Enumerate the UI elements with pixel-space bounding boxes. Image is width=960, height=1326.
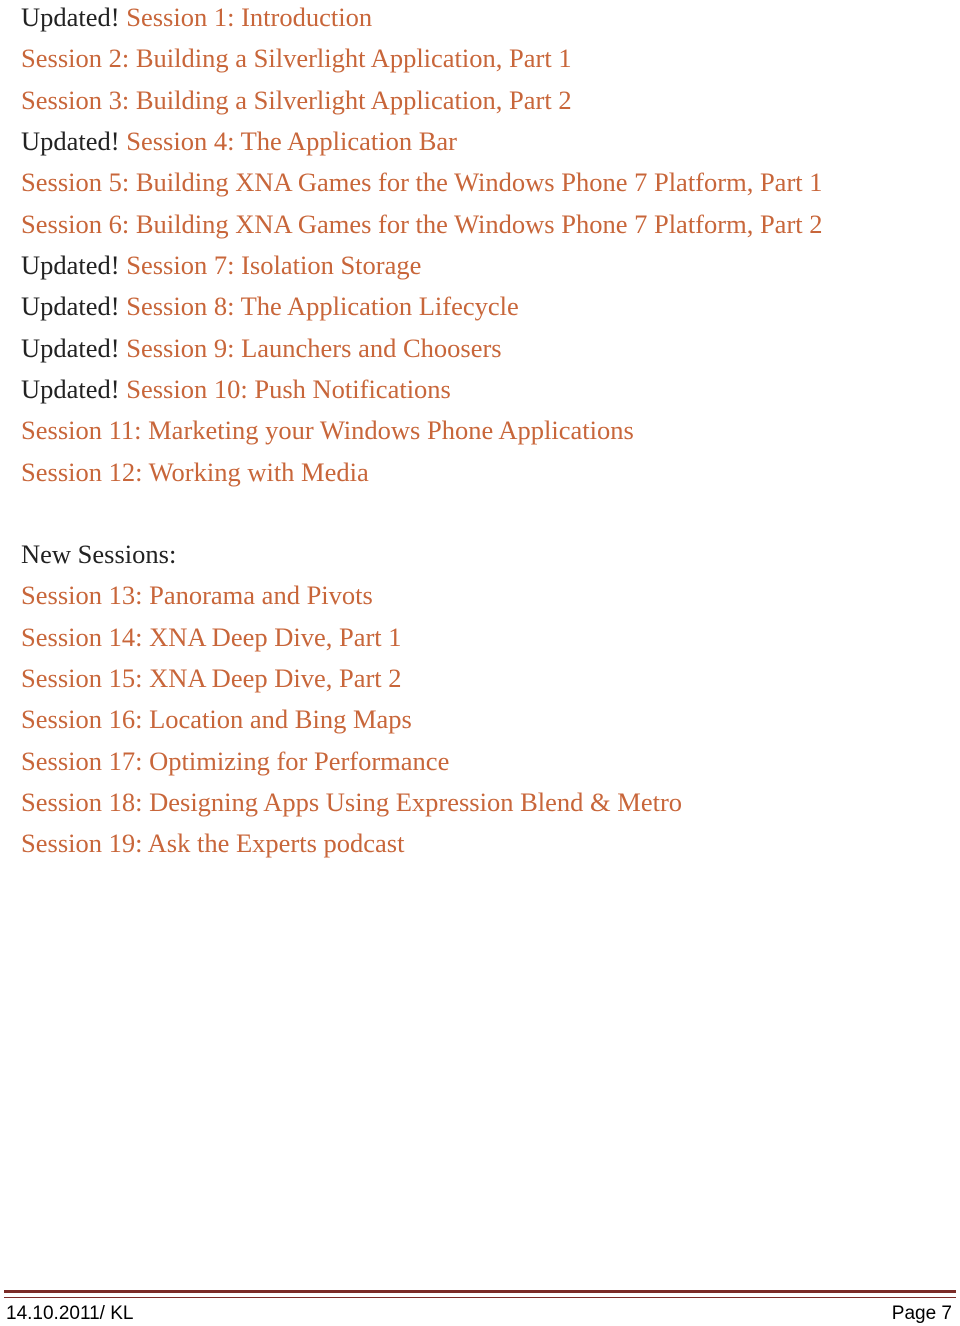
list-item [21, 661, 682, 702]
session-link[interactable]: Session 9: Launchers and Choosers [126, 332, 502, 363]
session-link[interactable]: Session 4: The Application Bar [126, 126, 457, 157]
footer-date-author: 14.10.2011/ KL [6, 1303, 134, 1324]
session-link[interactable]: Session 14: XNA Deep Dive, Part 1 [21, 621, 402, 652]
updated-label: Updated! [21, 126, 120, 157]
list-item [21, 0, 823, 41]
session-link[interactable]: Session 11: Marketing your Windows Phone Applications [21, 415, 634, 446]
list-item [21, 248, 823, 289]
new-sessions-heading: New Sessions: [21, 539, 177, 569]
list-item [21, 331, 823, 372]
session-link[interactable]: Session 16: Location and Bing Maps [21, 704, 412, 735]
session-link[interactable]: Session 1: Introduction [126, 2, 373, 32]
updated-label: Updated! [21, 250, 120, 281]
list-item [21, 207, 823, 248]
list-item [21, 83, 823, 124]
list-item [21, 289, 823, 330]
footer-divider [4, 1290, 956, 1298]
list-item [21, 620, 682, 661]
new-sessions-list [21, 537, 682, 868]
updated-label: Updated! [21, 291, 120, 322]
session-link[interactable]: Session 15: XNA Deep Dive, Part 2 [21, 663, 402, 694]
session-link[interactable]: Session 18: Designing Apps Using Expression Blend & Metro [21, 787, 683, 818]
footer-page-number: Page 7 [891, 1303, 952, 1324]
session-link[interactable]: Session 3: Building a Silverlight Application, Part 2 [21, 84, 572, 115]
list-item [21, 372, 823, 413]
session-link[interactable]: Session 12: Working with Media [21, 456, 369, 487]
list-item [21, 124, 823, 165]
list-item [21, 785, 682, 826]
updated-label: Updated! [21, 2, 120, 32]
list-item [21, 41, 823, 82]
list-item [21, 702, 682, 743]
session-link[interactable]: Session 2: Building a Silverlight Application, Part 1 [21, 43, 572, 74]
session-link[interactable]: Session 19: Ask the Experts podcast [21, 828, 405, 859]
list-item [21, 413, 823, 454]
session-link[interactable]: Session 5: Building XNA Games for the Windows Phone 7 Platform, Part 1 [21, 167, 823, 198]
list-item [21, 165, 823, 206]
list-item [21, 826, 682, 867]
session-link[interactable]: Session 10: Push Notifications [126, 374, 451, 405]
list-item [21, 744, 682, 785]
list-item [21, 455, 823, 496]
session-link[interactable]: Session 8: The Application Lifecycle [126, 291, 519, 322]
session-link[interactable]: Session 17: Optimizing for Performance [21, 745, 450, 776]
list-item [21, 578, 682, 619]
session-link[interactable]: Session 13: Panorama and Pivots [21, 580, 373, 611]
session-list [21, 0, 823, 496]
updated-label: Updated! [21, 332, 120, 363]
updated-label: Updated! [21, 374, 120, 405]
session-link[interactable]: Session 6: Building XNA Games for the Windows Phone 7 Platform, Part 2 [21, 208, 823, 239]
session-link[interactable]: Session 7: Isolation Storage [126, 250, 422, 281]
